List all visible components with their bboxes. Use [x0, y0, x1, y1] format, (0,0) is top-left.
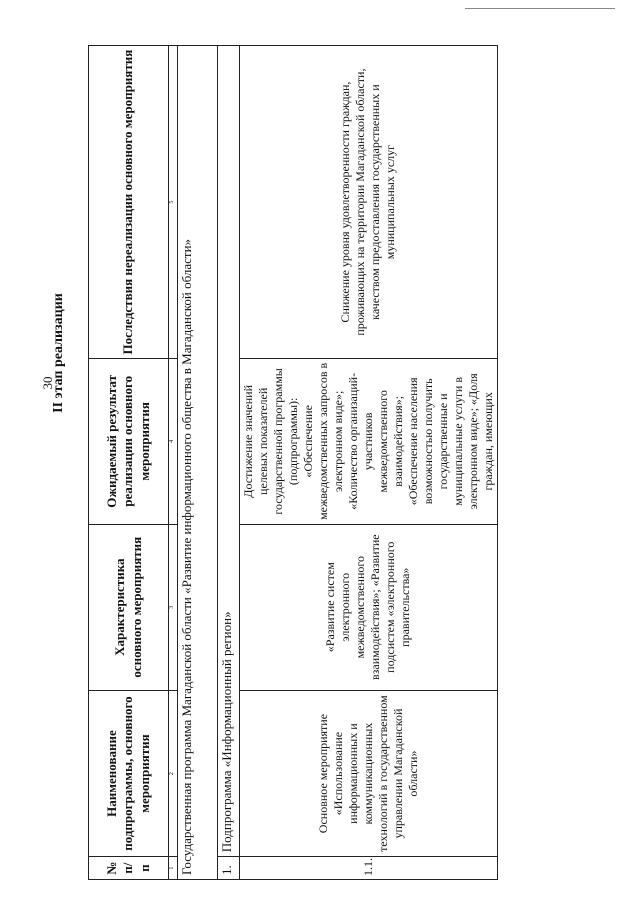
col-num-5: 5	[169, 46, 178, 359]
header-col-name: Наименование подпрограммы, основного мероприятия	[89, 690, 169, 856]
page-number: 30	[40, 376, 55, 390]
col-num-2: 2	[169, 690, 178, 856]
top-rule	[465, 8, 615, 9]
header-col-characteristic: Характеристика основного мероприятия	[89, 524, 169, 690]
header-col-result: Ожидаемый результат реализации основного мероприятия	[89, 359, 169, 524]
activity-consequences: Снижение уровня удовлетворенности граждан, проживающих на территории Магаданской области, качеством предоставления государственных и муниципальных услуг	[239, 46, 497, 359]
col-num-1: 1	[169, 857, 178, 880]
header-row	[89, 46, 169, 880]
program-row	[177, 46, 217, 880]
rotated-table-container	[88, 45, 536, 880]
activity-name: Основное мероприятие «Использование информационных и коммуникационных технологий в государственном управлении Магаданской области»	[239, 690, 497, 856]
subprogram-number: 1.	[217, 857, 239, 880]
activity-row	[239, 46, 497, 880]
header-col-number: № п/п	[89, 857, 169, 880]
activity-characteristic: «Развитие систем электронного межведомственного взаимодействия»; «Развитие подсистем «электронного правительства»	[239, 524, 497, 690]
program-title: Государственная программа Магаданской области «Развитие информационного общества в Магаданской области»	[177, 46, 217, 880]
col-num-3: 3	[169, 524, 178, 690]
activity-expected-result: Достижение значений целевых показателей государственной программы (подпрограммы): «Обеспечение межведомственных запросов в электронном виде»; «Количество организаций-участников межведомственного взаимодействия»; «Обеспечение населения возможностью получить государственные и муниципальные услуги в электронном виде»; «Доля граждан, имеющих	[239, 359, 497, 524]
activities-table	[88, 45, 498, 880]
subprogram-row	[217, 46, 239, 880]
subprogram-title: Подпрограмма «Информационный регион»	[217, 46, 239, 857]
col-num-4: 4	[169, 359, 178, 524]
activity-number: 1.1.	[239, 857, 497, 880]
stage-title: II этап реализации	[51, 293, 66, 413]
header-col-consequences: Последствия нереализации основного мероприятия	[89, 46, 169, 359]
column-number-row	[169, 46, 178, 880]
